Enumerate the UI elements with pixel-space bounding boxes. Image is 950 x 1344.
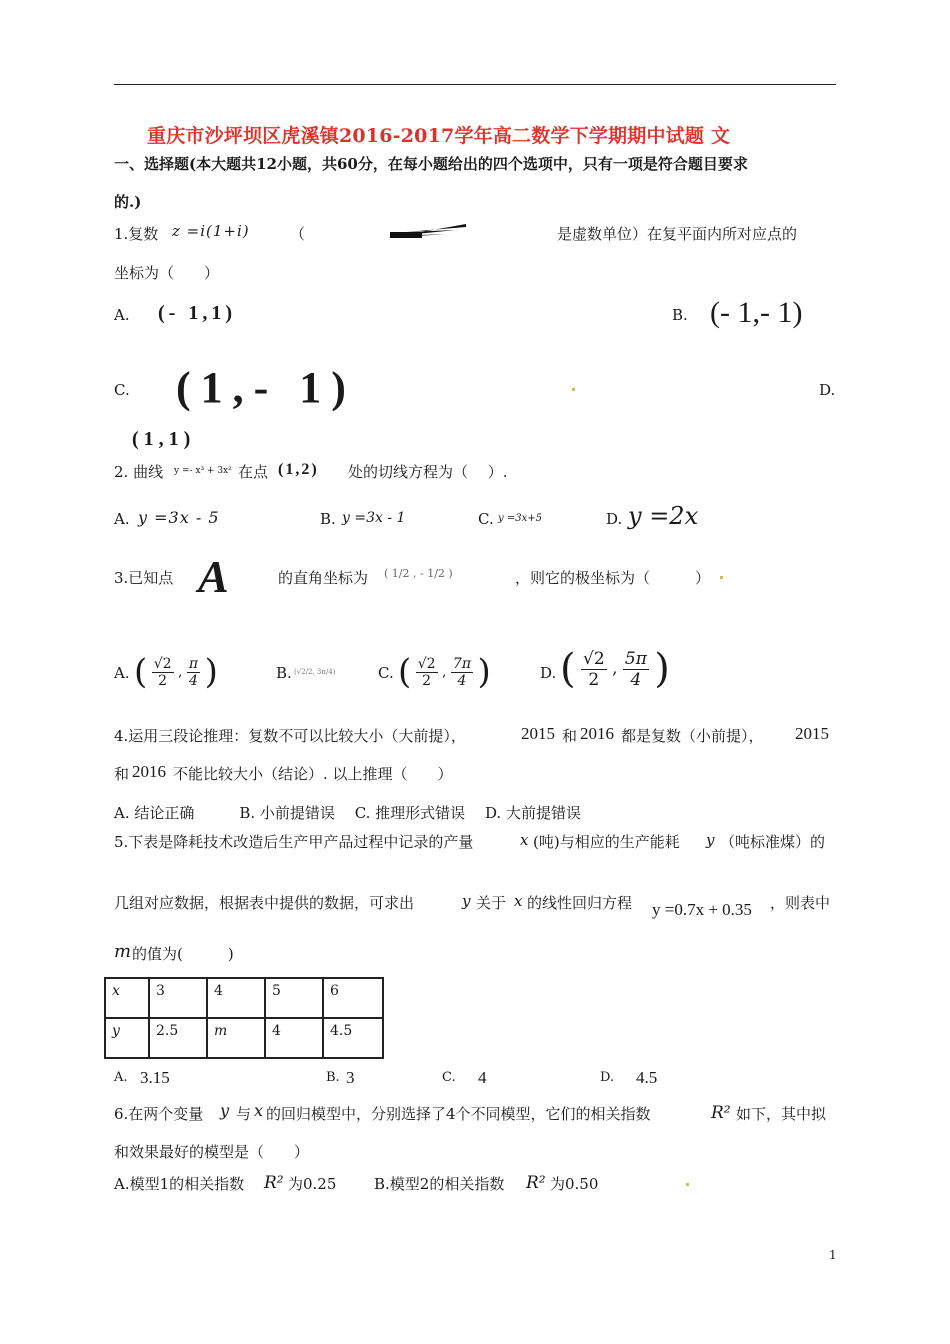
q3-a-den1: 2: [158, 672, 168, 689]
q1-option-c: (1,- 1): [176, 363, 356, 412]
q6-option-b-text: B.模型2的相关指数: [374, 1175, 505, 1193]
table-row: [105, 1018, 383, 1058]
q5-option-c-label: C.: [442, 1070, 456, 1085]
q5-line1b: (吨)与相应的生产能耗: [533, 833, 680, 851]
q4-year4: 2016: [132, 762, 166, 781]
q3-d-num2: 5π: [624, 648, 647, 669]
q5-y-var-2: y: [462, 892, 471, 910]
q3-option-c: ( $\frac{√2}{2}$ , $\frac{7\pi}{4}$ ): [398, 652, 491, 692]
q3-coord: ( 1/2 , - 1/2 ): [384, 567, 453, 580]
q3-c-comma: ,: [442, 664, 447, 680]
table-cell: 3: [149, 978, 207, 1018]
table-cell: 4: [207, 978, 265, 1018]
q6-line2: 和效果最好的模型是（ ）: [114, 1143, 310, 1161]
q2-mid: 在点: [238, 463, 269, 481]
q5-option-b-label: B.: [326, 1070, 340, 1085]
table-cell: 4: [265, 1018, 323, 1058]
q1-option-b-label: B.: [672, 306, 688, 324]
q5-line2c: 的线性回归方程: [527, 894, 633, 912]
q5-line2d: ，则表中: [770, 894, 831, 912]
q5-option-d-label: D.: [600, 1070, 615, 1085]
q1-prefix: 1.复数: [114, 225, 159, 243]
q1-line2: 坐标为（ ）: [114, 264, 220, 282]
q1-option-a: (- 1,1): [158, 302, 236, 324]
q6-y-var: y: [220, 1101, 230, 1120]
header-rule: [114, 84, 836, 85]
q2-option-c: y =3x+5: [498, 513, 542, 524]
page-title: 重庆市沙坪坝区虎溪镇2016-2017学年高二数学下学期期中试题 文: [147, 125, 731, 147]
q4-year1: 2015: [521, 724, 555, 743]
q3-point: A: [198, 551, 229, 602]
table-cell: 6: [323, 978, 383, 1018]
q6-option-a-value: 为0.25: [288, 1175, 337, 1193]
q3-d-num1: √2: [583, 648, 605, 669]
q3-option-a-label: A.: [114, 664, 130, 682]
section-heading-line2: 的.): [114, 193, 142, 211]
q5-line1c: （吨标准煤）的: [720, 833, 826, 851]
q4-year3: 2015: [795, 724, 829, 743]
q1-option-d: (1,1): [132, 428, 196, 450]
q5-data-table: [104, 977, 384, 1059]
q2-prefix: 2. 曲线: [114, 463, 164, 481]
q5-m-var: m: [114, 941, 132, 962]
q4-line2b: 不能比较大小（结论）. 以上推理（ ）: [173, 765, 453, 783]
q6-r2: R²: [711, 1103, 731, 1123]
q3-d-den1: 2: [588, 669, 600, 690]
q5-option-a-label: A.: [114, 1070, 128, 1085]
q6-option-a-text: A.模型1的相关指数: [114, 1175, 245, 1193]
q3-c-num2: 7π: [452, 655, 472, 672]
table-cell: 4.5: [323, 1018, 383, 1058]
q2-option-d: y =2x: [628, 502, 699, 530]
scan-speck: [686, 1183, 689, 1186]
table-cell: 5: [265, 978, 323, 1018]
q3-mid: 的直角坐标为: [278, 569, 369, 587]
q4-options: A. 结论正确 B. 小前提错误 C. 推理形式错误 D. 大前提错误: [114, 804, 581, 822]
q3-suffix: ，则它的极坐标为（ ）: [515, 569, 711, 587]
q3-option-b: (√2/2, 3π/4): [294, 668, 336, 676]
q1-open-paren: （: [290, 225, 306, 243]
q5-option-d: 4.5: [636, 1068, 658, 1087]
q3-c-num1: √2: [417, 655, 436, 672]
q5-line2b: 关于: [476, 894, 507, 912]
q1-option-d-label: D.: [819, 381, 836, 399]
q5-y-var: y: [706, 831, 715, 849]
q1-option-b: (- 1,- 1): [710, 296, 803, 329]
q5-x-var: x: [520, 831, 529, 849]
section-heading-line1: 一、选择题(本大题共12小题，共60分，在每小题给出的四个选项中，只有一项是符合题目要求: [114, 155, 748, 173]
table-cell: 2.5: [149, 1018, 207, 1058]
q5-option-b: 3: [346, 1068, 355, 1087]
q1-expression: z =i(1+i): [172, 222, 250, 240]
q3-a-comma: ,: [178, 664, 183, 680]
q3-option-a: ( $\frac{√2}{2}$ , $\frac{\pi}{4}$ ): [134, 652, 218, 692]
scan-speck: [720, 576, 723, 579]
q2-option-b-label: B.: [320, 510, 336, 528]
q2-suffix: 处的切线方程为（ ）.: [348, 463, 508, 481]
q6-line1b: 与: [236, 1105, 252, 1123]
q3-option-d-label: D.: [540, 664, 557, 682]
q6-line1c: 的回归模型中，分别选择了4个不同模型，它们的相关指数: [266, 1105, 651, 1123]
q5-regression-equation: y =0.7x + 0.35: [652, 900, 752, 919]
q1-option-a-label: A.: [114, 306, 130, 324]
q3-a-den2: 4: [189, 672, 198, 689]
q5-option-a: 3.15: [140, 1068, 170, 1087]
q2-option-d-label: D.: [606, 510, 623, 528]
q3-d-den2: 4: [630, 669, 642, 690]
q6-line1a: 6.在两个变量: [114, 1105, 204, 1123]
q5-x-var-2: x: [514, 892, 523, 910]
table-cell: m: [207, 1018, 265, 1058]
q5-option-c: 4: [478, 1068, 487, 1087]
table-row: [105, 978, 383, 1018]
q6-option-a-r2: R²: [264, 1173, 284, 1193]
q5-line2a: 几组对应数据，根据表中提供的数据，可求出: [114, 894, 415, 912]
q1-option-c-label: C.: [114, 381, 130, 399]
q4-line2a: 和: [114, 765, 130, 783]
q3-a-num1: √2: [153, 655, 172, 672]
q6-option-b-r2: R²: [526, 1173, 546, 1193]
q6-x-var: x: [254, 1101, 264, 1120]
q4-year2: 2016: [580, 724, 614, 743]
table-cell: x: [105, 978, 149, 1018]
q3-option-d: ( $\frac{√2}{2}$ , $\frac{5\pi}{4}$ ): [560, 646, 670, 692]
q2-point: (1,2): [278, 461, 319, 478]
q3-d-comma: ,: [612, 658, 618, 679]
q2-option-a-label: A.: [114, 510, 130, 528]
q3-prefix: 3.已知点: [114, 569, 174, 587]
q3-option-c-label: C.: [378, 664, 394, 682]
q4-line1b: 都是复数（小前提），: [621, 727, 764, 745]
table-cell: y: [105, 1018, 149, 1058]
q3-a-num2: π: [188, 655, 199, 672]
q3-c-den1: 2: [422, 672, 432, 689]
q2-option-a: y =3x - 5: [138, 508, 220, 527]
q2-option-b: y =3x - 1: [342, 510, 406, 526]
q3-option-b-label: B.: [276, 664, 292, 682]
page-number: 1: [829, 1248, 837, 1262]
scan-speck: [572, 388, 575, 391]
q6-line1d: 如下，其中拟: [736, 1105, 827, 1123]
redacted-symbol-icon: [386, 222, 470, 240]
q5-line3: 的值为( ): [132, 945, 234, 963]
q3-c-den2: 4: [457, 672, 467, 689]
q2-option-c-label: C.: [478, 510, 494, 528]
q4-line1a: 4.运用三段论推理：复数不可以比较大小（大前提），: [114, 727, 466, 745]
q2-curve: y =- x³ + 3x²: [174, 466, 232, 476]
q5-line1a: 5.下表是降耗技术改造后生产甲产品过程中记录的产量: [114, 833, 474, 851]
q1-suffix: 是虚数单位）在复平面内所对应点的: [557, 225, 798, 243]
q4-and: 和: [562, 727, 578, 745]
q6-option-b-value: 为0.50: [550, 1175, 599, 1193]
